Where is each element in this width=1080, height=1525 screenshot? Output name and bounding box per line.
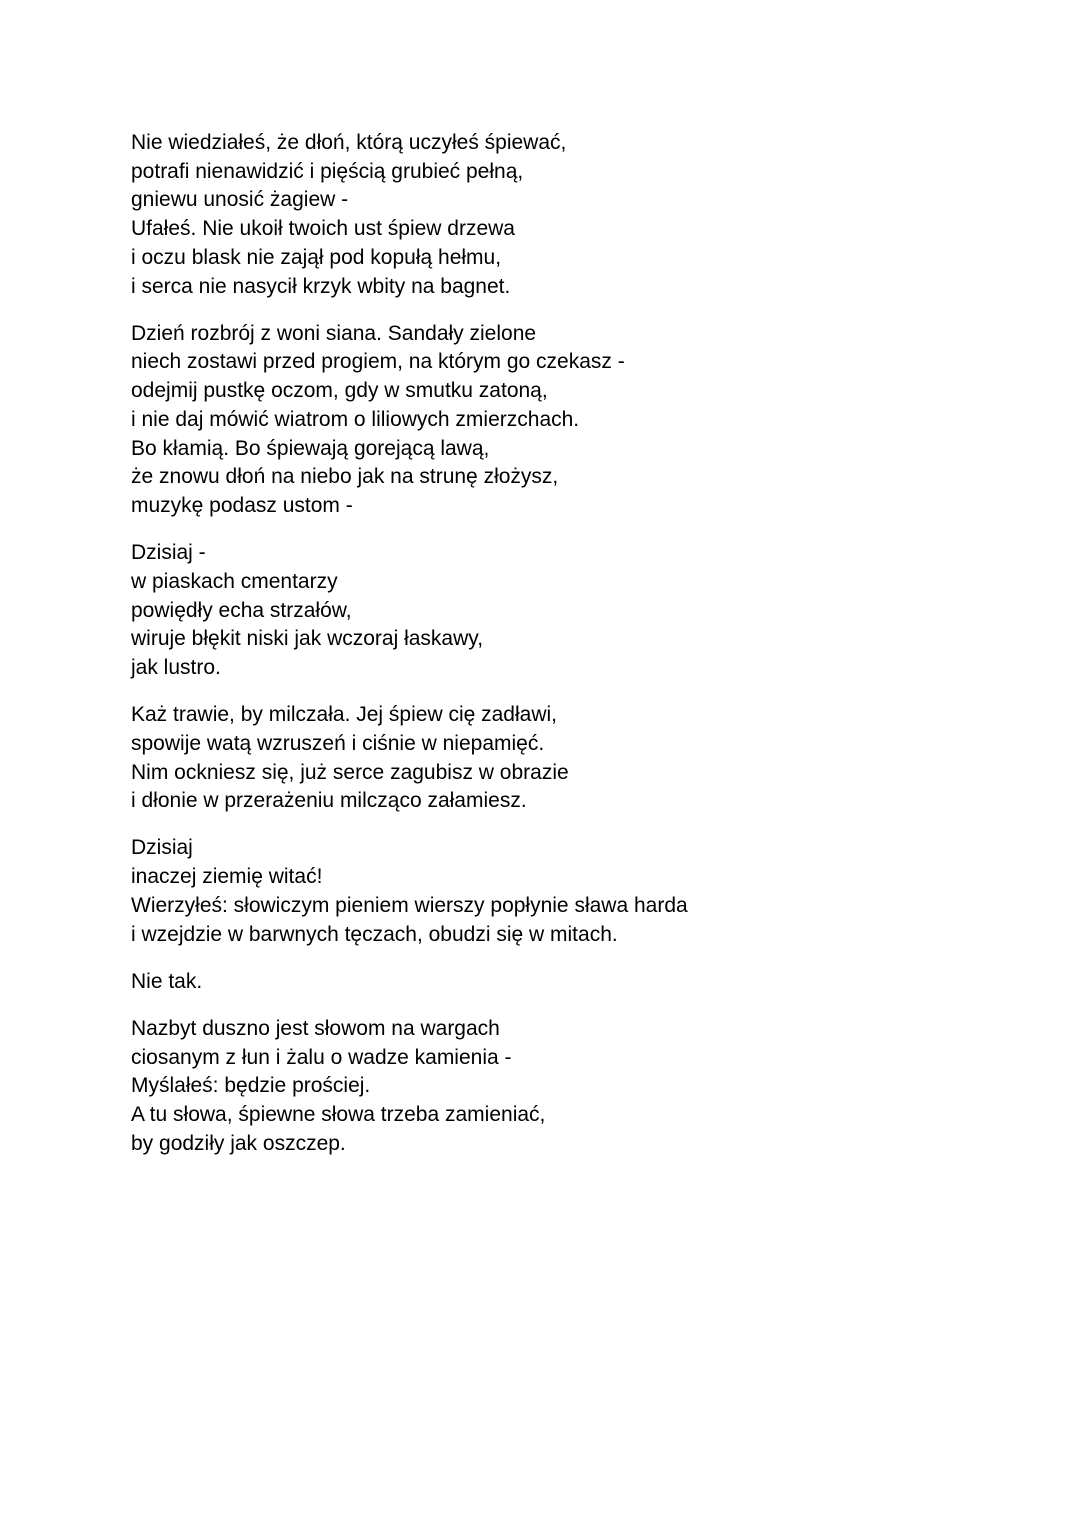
poem-line: muzykę podasz ustom - (131, 493, 353, 517)
poem-line: Dzisiaj (131, 836, 193, 860)
poem-line: wiruje błękit niski jak wczoraj łaskawy, (131, 627, 484, 651)
poem-text (131, 129, 1011, 1177)
poem-line: Nazbyt duszno jest słowom na wargach (131, 1016, 500, 1040)
poem-line: ciosanym z łun i żalu o wadze kamienia - (131, 1045, 512, 1069)
poem-line: inaczej ziemię witać! (131, 865, 323, 889)
poem-stanza (131, 834, 1011, 949)
poem-line: gniewu unosić żagiew - (131, 188, 349, 212)
poem-line: i dłonie w przerażeniu milcząco załamiesz. (131, 789, 527, 813)
poem-line: potrafi nienawidzić i pięścią grubieć pełną, (131, 159, 524, 183)
poem-line: Nie wiedziałeś, że dłoń, którą uczyłeś śpiewać, (131, 131, 567, 154)
poem-line: powiędły echa strzałów, (131, 598, 352, 622)
poem-line: Dzień rozbrój z woni siana. Sandały zielone (131, 321, 537, 345)
poem-line: Nie tak. (131, 969, 203, 993)
poem-stanza (131, 320, 1011, 521)
poem-line: spowije watą wzruszeń i ciśnie w niepamięć. (131, 731, 545, 755)
poem-stanza (131, 129, 1011, 301)
poem-stanza (131, 968, 1011, 997)
poem-line: Ufałeś. Nie ukoił twoich ust śpiew drzewa (131, 217, 515, 241)
poem-line: A tu słowa, śpiewne słowa trzeba zamieniać, (131, 1103, 546, 1127)
poem-line: i nie daj mówić wiatrom o liliowych zmierzchach. (131, 407, 580, 431)
poem-line: Każ trawie, by milczała. Jej śpiew cię zadławi, (131, 703, 557, 727)
poem-line: by godziły jak oszczep. (131, 1131, 346, 1155)
poem-line: i wzejdzie w barwnych tęczach, obudzi się w mitach. (131, 922, 618, 946)
poem-stanza (131, 701, 1011, 816)
poem-line: Wierzyłeś: słowiczym pieniem wierszy popłynie sława harda (131, 893, 688, 917)
poem-line: Bo kłamią. Bo śpiewają gorejącą lawą, (131, 436, 490, 460)
poem-line: że znowu dłoń na niebo jak na strunę złożysz, (131, 465, 559, 489)
poem-stanza (131, 1015, 1011, 1159)
poem-line: niech zostawi przed progiem, na którym go czekasz - (131, 350, 625, 374)
poem-line: jak lustro. (131, 655, 221, 679)
poem-line: Dzisiaj - (131, 541, 206, 565)
poem-line: Myślałeś: będzie prościej. (131, 1074, 371, 1098)
poem-line: w piaskach cmentarzy (131, 569, 338, 593)
poem-stanza (131, 539, 1011, 683)
poem-line: i oczu blask nie zajął pod kopułą hełmu, (131, 245, 502, 269)
poem-line: i serca nie nasycił krzyk wbity na bagnet. (131, 274, 511, 298)
poem-line: Nim ockniesz się, już serce zagubisz w obrazie (131, 760, 569, 784)
poem-line: odejmij pustkę oczom, gdy w smutku zatoną, (131, 379, 548, 403)
